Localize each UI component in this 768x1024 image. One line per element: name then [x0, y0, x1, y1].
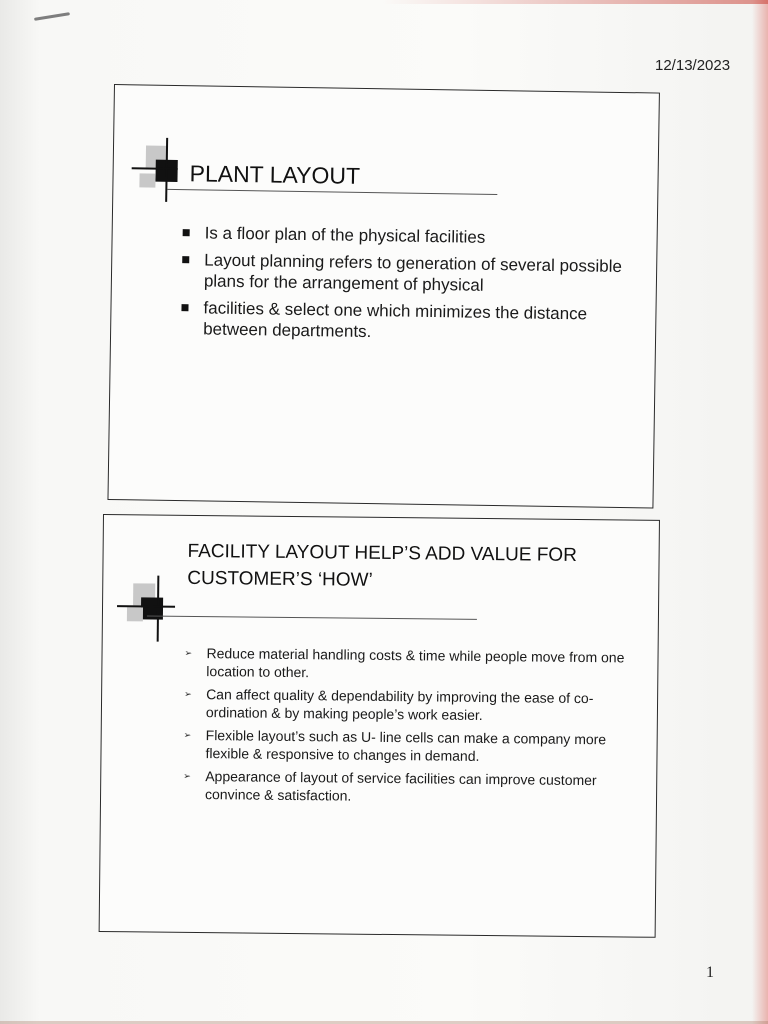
list-item [183, 726, 633, 767]
bullet-text: Is a floor plan of the physical facilities [204, 223, 486, 247]
square-bullet-icon [183, 229, 190, 236]
bullet-text: Flexible layout’s such as U- line cells can make a company more flexible & responsive to changes in demand. [205, 727, 607, 764]
arrow-bullet-icon: ➢ [183, 729, 192, 740]
slide-title: FACILITY LAYOUT HELP’S ADD VALUE FOR CUSTOMER’S ‘HOW’ [187, 540, 577, 591]
bullet-text: Can affect quality & dependability by improving the ease of co-ordination & by making people’s work easier. [205, 686, 594, 723]
list-item [181, 297, 622, 346]
bullet-text: Appearance of layout of service facilities can improve customer convince & satisfaction. [204, 768, 597, 804]
arrow-bullet-icon: ➢ [184, 647, 193, 658]
slide-1 [107, 84, 659, 509]
arrow-bullet-icon: ➢ [183, 770, 191, 781]
arrow-bullet-icon: ➢ [184, 688, 192, 699]
list-item [182, 249, 623, 298]
list-item [183, 222, 623, 250]
list-item [184, 644, 634, 685]
page-edge-right [752, 0, 768, 1024]
title-underline [147, 615, 477, 619]
bullet-list [183, 644, 635, 813]
slide-title: PLANT LAYOUT [189, 160, 361, 189]
print-date: 12/13/2023 [655, 57, 731, 74]
slide-2 [99, 514, 660, 938]
list-item [184, 685, 634, 726]
square-bullet-icon [181, 304, 188, 311]
page-number: 1 [706, 964, 714, 981]
square-bullet-icon [182, 256, 189, 263]
slide-corner-decoration [113, 567, 194, 648]
bullet-text: Reduce material handling costs & time while people move from one location to other. [206, 645, 625, 681]
title-underline [167, 189, 497, 195]
bullet-text: Layout planning refers to generation of several possible plans for the arrangement of physical [203, 250, 623, 295]
bullet-text: facilities & select one which minimizes the distance between departments. [203, 298, 588, 342]
list-item [183, 767, 633, 808]
page-edge-top [380, 0, 768, 4]
bullet-list [181, 222, 623, 352]
